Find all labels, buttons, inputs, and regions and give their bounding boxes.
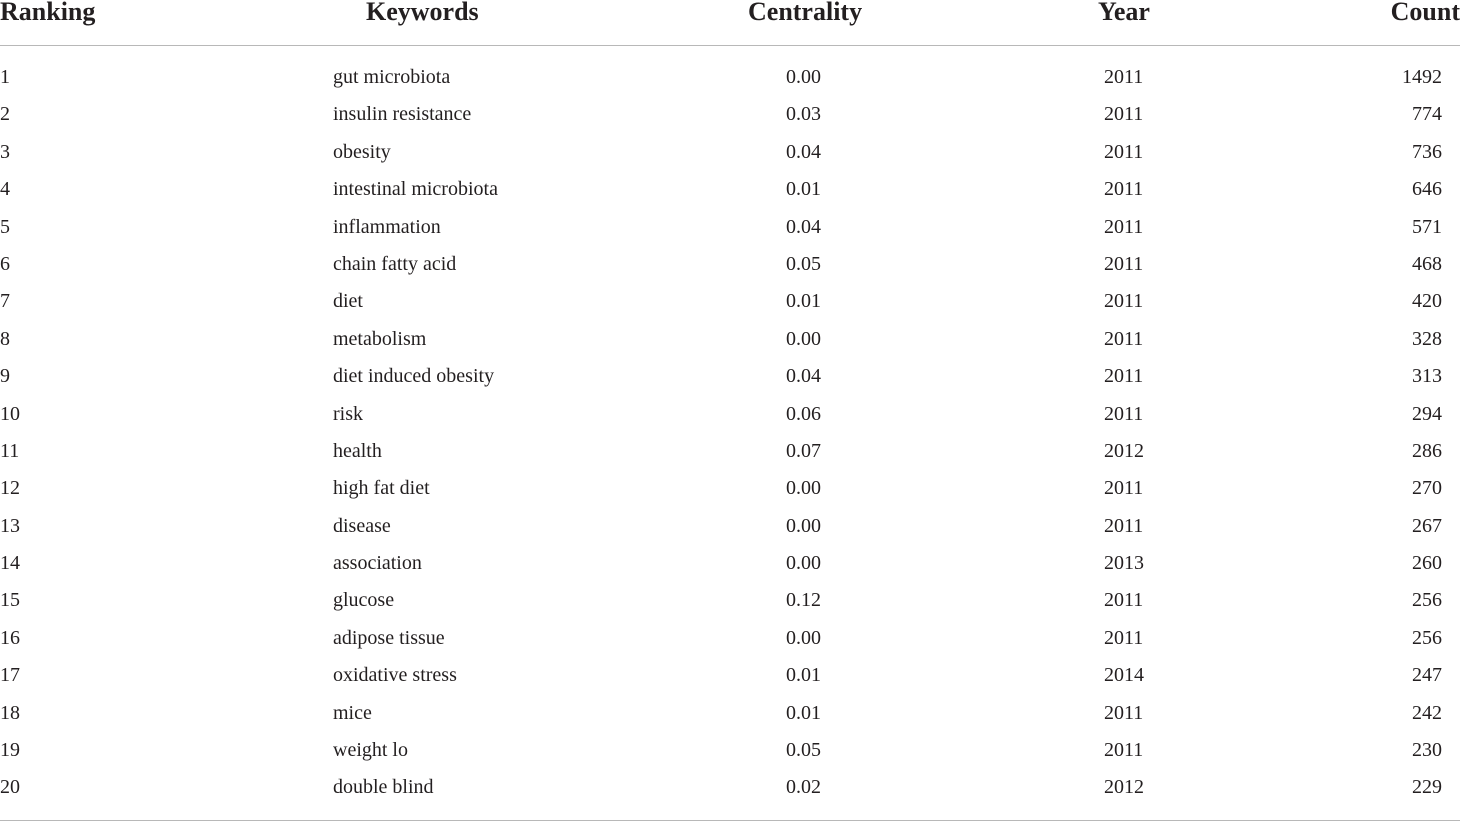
- header-divider: [0, 45, 1460, 46]
- cell-keyword: disease: [333, 514, 391, 537]
- cell-year: 2011: [1104, 290, 1144, 313]
- cell-keyword: metabolism: [333, 327, 427, 350]
- cell-ranking: 15: [0, 589, 20, 612]
- cell-centrality: 0.04: [786, 365, 821, 388]
- cell-year: 2011: [1104, 103, 1144, 126]
- cell-centrality: 0.02: [786, 776, 821, 799]
- cell-ranking: 7: [0, 290, 10, 313]
- cell-count: 313: [1412, 365, 1442, 388]
- cell-ranking: 12: [0, 477, 20, 500]
- cell-keyword: intestinal microbiota: [333, 178, 498, 201]
- table-row: [0, 508, 1460, 545]
- table-row: [0, 246, 1460, 283]
- cell-count: 286: [1412, 439, 1442, 462]
- cell-year: 2011: [1104, 178, 1144, 201]
- cell-ranking: 9: [0, 365, 10, 388]
- table-row: [0, 171, 1460, 208]
- cell-centrality: 0.00: [786, 327, 821, 350]
- cell-ranking: 1: [0, 66, 10, 88]
- cell-count: 420: [1412, 290, 1442, 313]
- header-keywords: Keywords: [366, 0, 479, 26]
- cell-centrality: 0.07: [786, 439, 821, 462]
- cell-count: 270: [1412, 477, 1442, 500]
- cell-year: 2011: [1104, 739, 1144, 762]
- cell-year: 2014: [1104, 664, 1144, 687]
- header-count: Count: [1390, 0, 1460, 26]
- cell-keyword: health: [333, 439, 382, 462]
- cell-centrality: 0.01: [786, 178, 821, 201]
- table-row: [0, 358, 1460, 395]
- cell-keyword: adipose tissue: [333, 626, 445, 649]
- cell-year: 2011: [1104, 477, 1144, 500]
- table-row: [0, 695, 1460, 732]
- table-row: [0, 470, 1460, 507]
- cell-ranking: 13: [0, 514, 20, 537]
- cell-year: 2011: [1104, 252, 1144, 275]
- cell-keyword: double blind: [333, 776, 434, 799]
- table-row: [0, 209, 1460, 246]
- cell-count: 646: [1412, 178, 1442, 201]
- cell-keyword: inflammation: [333, 215, 441, 238]
- cell-count: 328: [1412, 327, 1442, 350]
- cell-centrality: 0.04: [786, 140, 821, 163]
- cell-keyword: glucose: [333, 589, 395, 612]
- header-centrality: Centrality: [748, 0, 863, 26]
- cell-year: 2011: [1104, 215, 1144, 238]
- cell-centrality: 0.01: [786, 701, 821, 724]
- cell-year: 2011: [1104, 701, 1144, 724]
- cell-keyword: oxidative stress: [333, 664, 457, 687]
- table-row: [0, 59, 1460, 96]
- cell-ranking: 4: [0, 178, 10, 201]
- table-header: [0, 0, 1460, 46]
- cell-count: 468: [1412, 252, 1442, 275]
- cell-ranking: 3: [0, 140, 10, 163]
- cell-ranking: 16: [0, 626, 20, 649]
- cell-centrality: 0.05: [786, 739, 821, 762]
- cell-ranking: 8: [0, 327, 10, 350]
- cell-count: 242: [1412, 701, 1442, 724]
- cell-year: 2011: [1104, 514, 1144, 537]
- cell-year: 2011: [1104, 626, 1144, 649]
- cell-year: 2012: [1104, 439, 1144, 462]
- cell-centrality: 0.00: [786, 66, 821, 88]
- cell-keyword: association: [333, 552, 422, 575]
- table-row: [0, 96, 1460, 133]
- cell-centrality: 0.00: [786, 552, 821, 575]
- table-row: [0, 134, 1460, 171]
- table-row: [0, 732, 1460, 769]
- cell-keyword: gut microbiota: [333, 66, 451, 88]
- table-bottom-divider: [0, 820, 1460, 821]
- cell-keyword: diet induced obesity: [333, 365, 495, 388]
- cell-ranking: 14: [0, 552, 20, 575]
- table-row: [0, 545, 1460, 582]
- cell-centrality: 0.00: [786, 626, 821, 649]
- cell-keyword: insulin resistance: [333, 103, 472, 126]
- cell-year: 2011: [1104, 327, 1144, 350]
- cell-year: 2011: [1104, 365, 1144, 388]
- table-row: [0, 321, 1460, 358]
- header-year: Year: [1098, 0, 1150, 26]
- cell-count: 247: [1412, 664, 1442, 687]
- cell-centrality: 0.12: [786, 589, 821, 612]
- table-row: [0, 769, 1460, 806]
- cell-year: 2011: [1104, 140, 1144, 163]
- cell-year: 2011: [1104, 66, 1144, 88]
- cell-centrality: 0.04: [786, 215, 821, 238]
- cell-keyword: weight lo: [333, 739, 408, 762]
- cell-count: 571: [1412, 215, 1442, 238]
- cell-count: 256: [1412, 589, 1442, 612]
- table-row: [0, 582, 1460, 619]
- cell-count: 229: [1412, 776, 1442, 799]
- cell-ranking: 19: [0, 739, 20, 762]
- cell-centrality: 0.06: [786, 402, 821, 425]
- cell-count: 256: [1412, 626, 1442, 649]
- cell-keyword: diet: [333, 290, 363, 313]
- cell-centrality: 0.00: [786, 514, 821, 537]
- cell-ranking: 17: [0, 664, 20, 687]
- cell-count: 774: [1412, 103, 1442, 126]
- cell-ranking: 10: [0, 402, 20, 425]
- cell-centrality: 0.00: [786, 477, 821, 500]
- cell-year: 2011: [1104, 402, 1144, 425]
- cell-ranking: 5: [0, 215, 10, 238]
- cell-ranking: 18: [0, 701, 20, 724]
- cell-count: 1492: [1402, 66, 1442, 88]
- cell-keyword: chain fatty acid: [333, 252, 457, 275]
- cell-count: 260: [1412, 552, 1442, 575]
- cell-centrality: 0.01: [786, 290, 821, 313]
- header-ranking: Ranking: [0, 0, 96, 26]
- cell-ranking: 6: [0, 252, 10, 275]
- cell-centrality: 0.03: [786, 103, 821, 126]
- cell-centrality: 0.01: [786, 664, 821, 687]
- cell-count: 267: [1412, 514, 1442, 537]
- cell-ranking: 11: [0, 439, 20, 462]
- cell-ranking: 2: [0, 103, 10, 126]
- table-row: [0, 396, 1460, 433]
- cell-keyword: obesity: [333, 140, 391, 163]
- cell-ranking: 20: [0, 776, 20, 799]
- cell-count: 230: [1412, 739, 1442, 762]
- cell-year: 2013: [1104, 552, 1144, 575]
- cell-count: 736: [1412, 140, 1442, 163]
- cell-keyword: high fat diet: [333, 477, 430, 500]
- table-row: [0, 657, 1460, 694]
- table-body: [0, 59, 1460, 807]
- cell-count: 294: [1412, 402, 1442, 425]
- table-row: [0, 620, 1460, 657]
- table-row: [0, 283, 1460, 320]
- cell-year: 2011: [1104, 589, 1144, 612]
- table-row: [0, 433, 1460, 470]
- cell-centrality: 0.05: [786, 252, 821, 275]
- cell-year: 2012: [1104, 776, 1144, 799]
- cell-keyword: risk: [333, 402, 363, 425]
- cell-keyword: mice: [333, 701, 372, 724]
